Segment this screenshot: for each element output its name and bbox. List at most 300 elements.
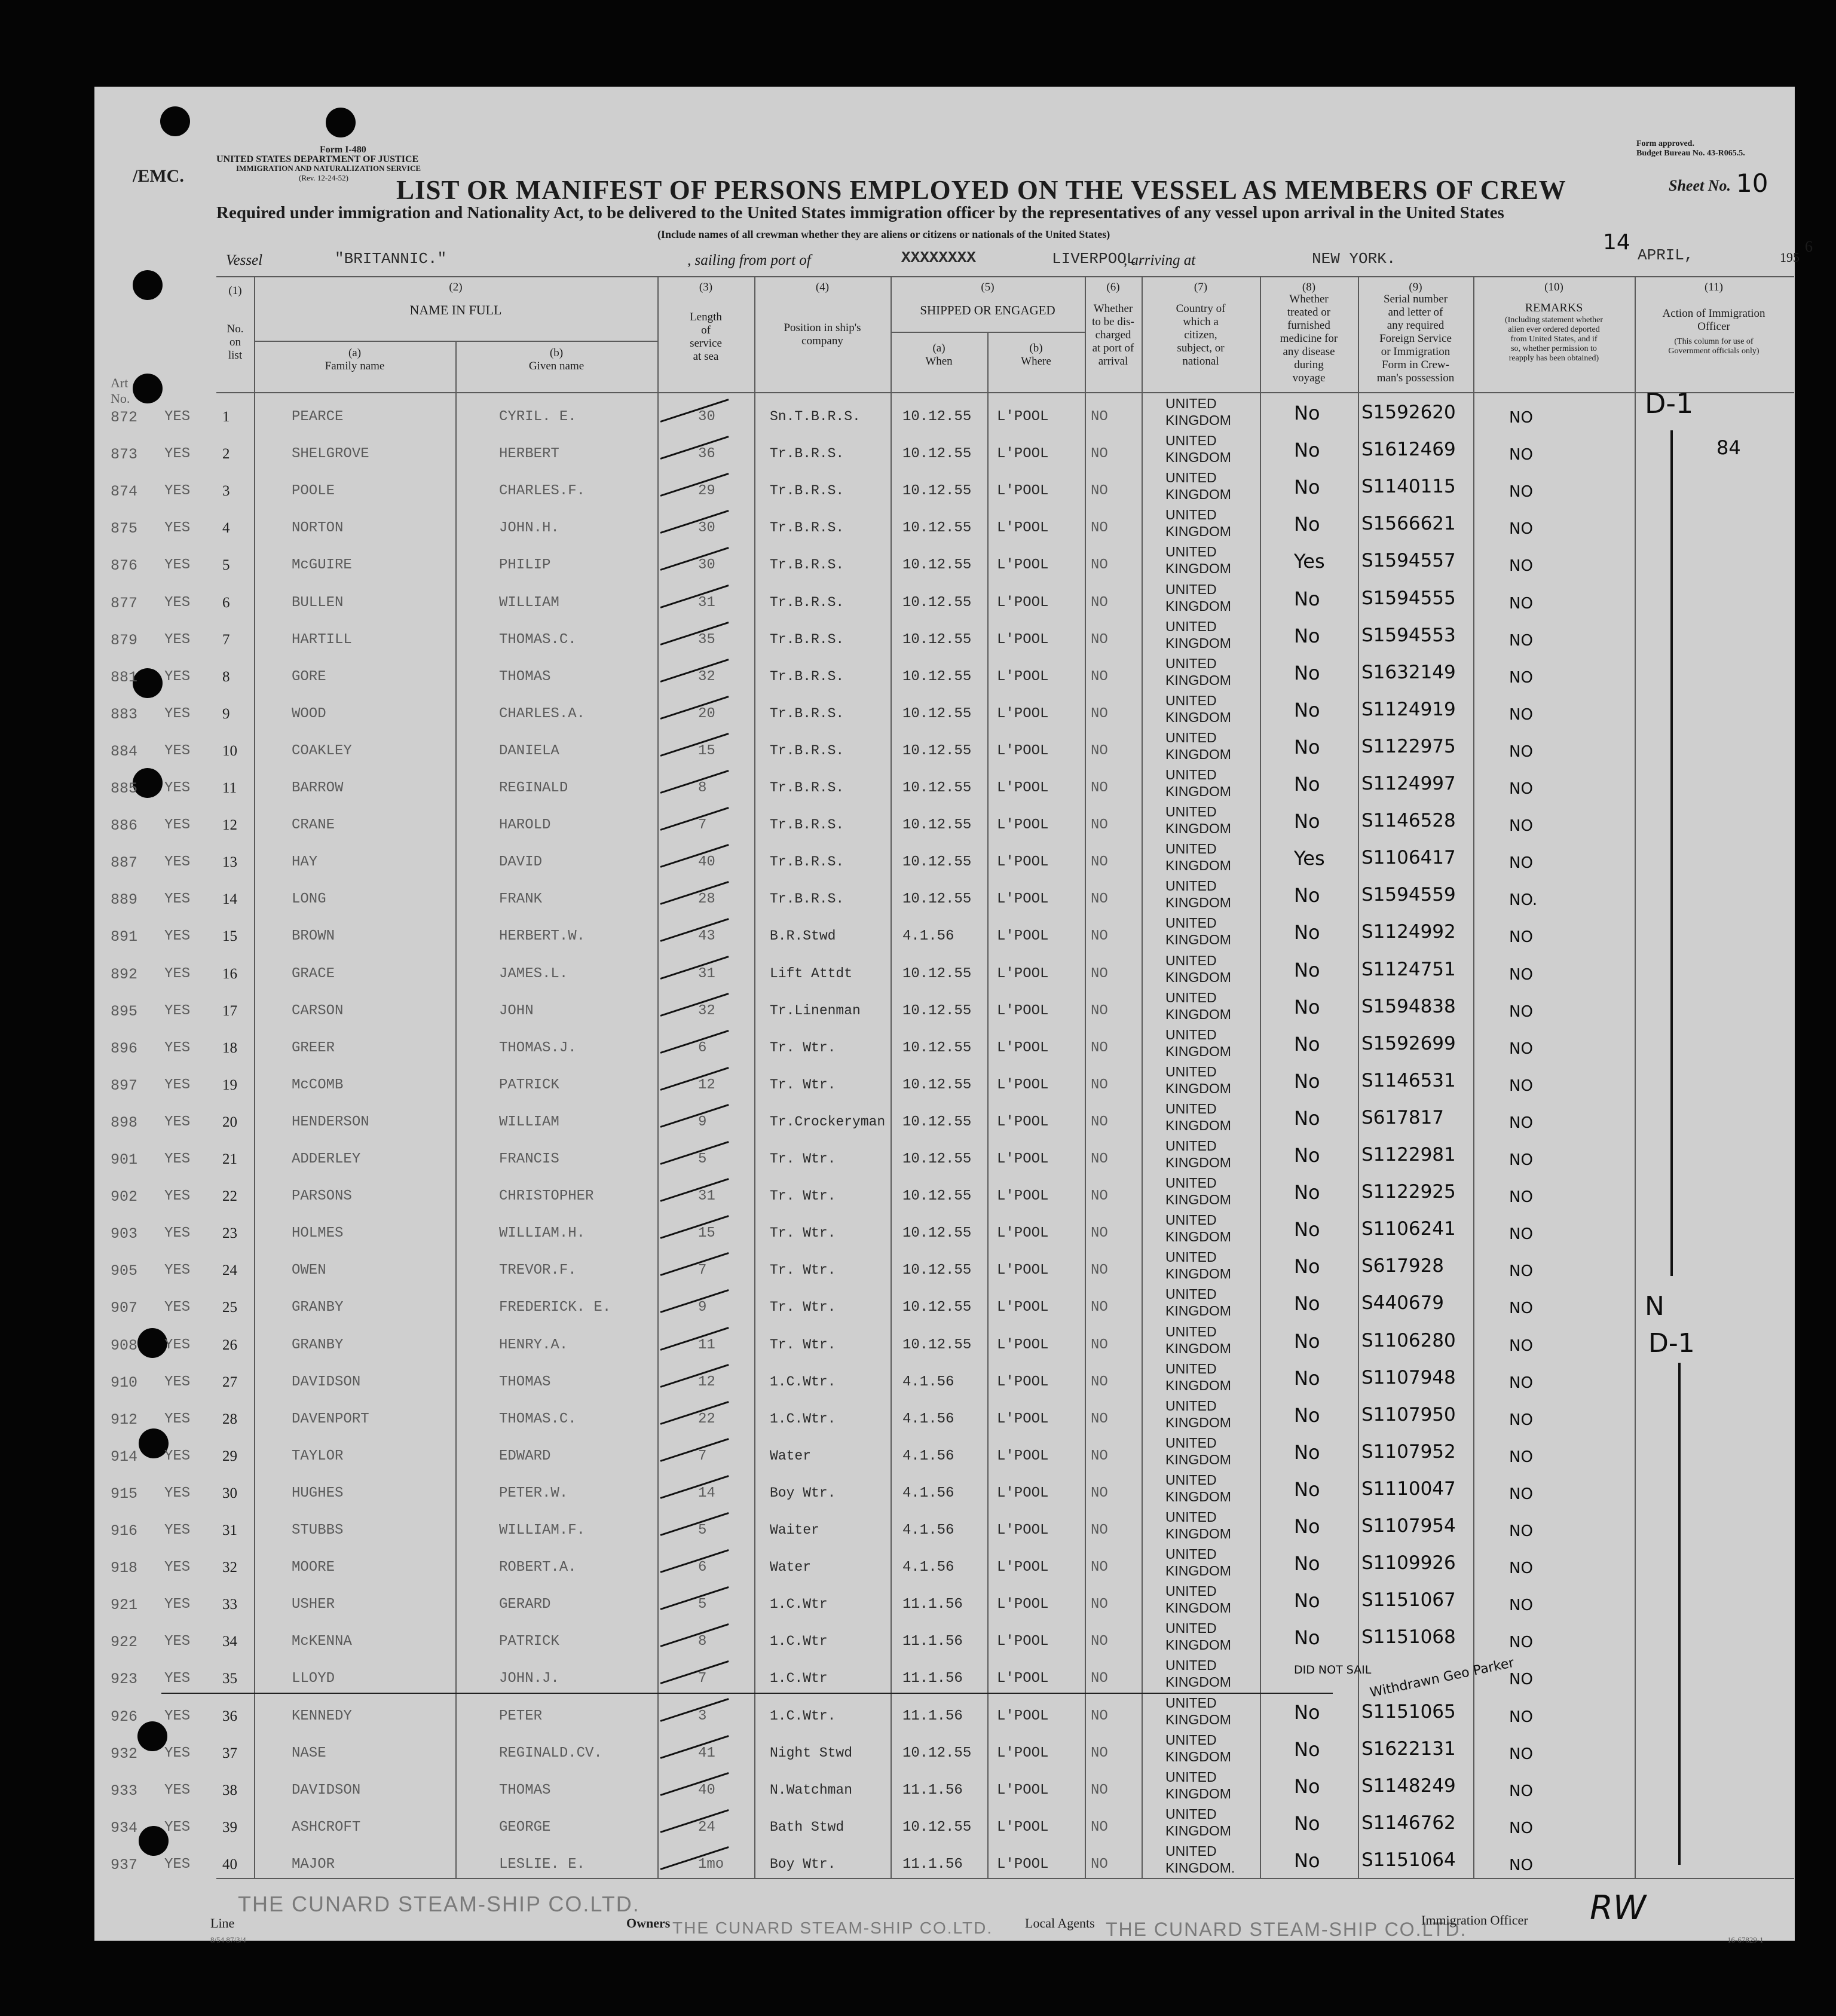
row-service-length: 30 bbox=[698, 520, 715, 537]
row-given-name: LESLIE. E. bbox=[499, 1856, 586, 1873]
row-country-line1: UNITED bbox=[1165, 470, 1217, 486]
check-mark bbox=[660, 1364, 729, 1388]
row-family-name: DAVIDSON bbox=[292, 1782, 361, 1798]
row-country-line1: UNITED bbox=[1165, 804, 1217, 820]
row-position: Sn.T.B.R.S. bbox=[770, 409, 861, 424]
row-position: 1.C.Wtr. bbox=[770, 1411, 836, 1427]
row-serial: S1151064 bbox=[1361, 1849, 1456, 1871]
col5b-header: (b) Where bbox=[1021, 342, 1051, 368]
table-row bbox=[0, 952, 1836, 989]
row-shipped-where: L'POOL bbox=[997, 631, 1049, 648]
table-row bbox=[0, 729, 1836, 766]
row-list-no: 26 bbox=[222, 1336, 237, 1353]
row-medicine: No bbox=[1294, 476, 1320, 499]
row-shipped-where: L'POOL bbox=[997, 1151, 1049, 1167]
col4-header: Position in ship's company bbox=[784, 322, 861, 347]
row-remarks: NO bbox=[1509, 483, 1533, 501]
arrival-year: 195 bbox=[1780, 250, 1800, 265]
action-d1-top: D-1 bbox=[1645, 387, 1694, 420]
row-country-line1: UNITED bbox=[1165, 544, 1217, 560]
row-serial: S1151068 bbox=[1361, 1626, 1456, 1648]
row-discharged: NO bbox=[1091, 409, 1108, 425]
row-discharged: NO bbox=[1091, 1002, 1108, 1019]
row-medicine: No bbox=[1294, 1255, 1320, 1278]
row-family-name: USHER bbox=[292, 1596, 335, 1613]
row-service-length: 30 bbox=[698, 409, 715, 425]
check-mark bbox=[660, 1326, 729, 1350]
row-list-no: 16 bbox=[222, 965, 237, 982]
footer-print-code: 8/54 87/3/4 bbox=[210, 1935, 246, 1944]
row-family-name: TAYLOR bbox=[292, 1448, 344, 1464]
row-position: Tr.B.R.S. bbox=[770, 854, 844, 870]
row-serial: S1594838 bbox=[1361, 995, 1456, 1017]
agents-stamp: THE CUNARD STEAM-SHIP CO.LTD. bbox=[1106, 1919, 1467, 1940]
row-list-no: 39 bbox=[222, 1819, 237, 1835]
row-serial: S1106241 bbox=[1361, 1218, 1456, 1240]
row-shipped-where: L'POOL bbox=[997, 668, 1049, 685]
table-row bbox=[0, 1100, 1836, 1137]
row-serial: S1124919 bbox=[1361, 698, 1456, 720]
table-row bbox=[0, 1323, 1836, 1360]
row-position: Tr.B.R.S. bbox=[770, 891, 844, 907]
row-shipped-where: L'POOL bbox=[997, 1002, 1049, 1019]
row-country-line2: KINGDOM bbox=[1165, 1006, 1231, 1022]
row-given-name: TREVOR.F. bbox=[499, 1262, 577, 1279]
col10-header: REMARKS bbox=[1525, 301, 1583, 314]
row-art-no: 879 bbox=[111, 631, 138, 649]
row-discharged: NO bbox=[1091, 742, 1108, 759]
row-family-name: HAY bbox=[292, 854, 318, 871]
row-shipped-when: 10.12.55 bbox=[902, 1299, 972, 1316]
row-remarks: NO bbox=[1509, 1411, 1533, 1429]
row-position: Bath Stwd bbox=[770, 1819, 844, 1835]
row-service-length: 31 bbox=[698, 1188, 715, 1205]
row-shipped-when: 4.1.56 bbox=[902, 928, 954, 945]
row-art-no: 872 bbox=[111, 409, 138, 426]
col6-header: Whether to be dis- charged at port of arrival bbox=[1092, 302, 1134, 368]
row-given-name: JOHN.J. bbox=[499, 1671, 559, 1687]
row-position: Waiter bbox=[770, 1522, 819, 1538]
row-country-line2: KINGDOM bbox=[1165, 895, 1231, 911]
row-country-line1: UNITED bbox=[1165, 989, 1217, 1005]
row-position: Boy Wtr. bbox=[770, 1485, 836, 1501]
row-shipped-when: 10.12.55 bbox=[902, 780, 972, 796]
row-position: 1.C.Wtr bbox=[770, 1671, 828, 1687]
row-art-no: 933 bbox=[111, 1782, 138, 1800]
check-mark bbox=[660, 584, 729, 608]
row-list-no: 25 bbox=[222, 1299, 237, 1316]
row-given-name: REGINALD bbox=[499, 780, 568, 796]
row-country-line2: KINGDOM bbox=[1165, 746, 1231, 762]
row-shipped-where: L'POOL bbox=[997, 780, 1049, 796]
row-serial: S1146528 bbox=[1361, 810, 1456, 832]
row-country-line1: UNITED bbox=[1165, 1360, 1217, 1376]
check-mark bbox=[660, 844, 729, 871]
row-discharged: NO bbox=[1091, 1708, 1108, 1724]
row-country-line2: KINGDOM bbox=[1165, 1043, 1231, 1059]
row-yes: YES bbox=[164, 1336, 191, 1353]
row-yes: YES bbox=[164, 1039, 191, 1056]
row-country-line2: KINGDOM bbox=[1165, 1229, 1231, 1245]
row-shipped-where: L'POOL bbox=[997, 483, 1049, 500]
col5a-header: (a) When bbox=[925, 342, 953, 368]
row-position: Tr.B.R.S. bbox=[770, 705, 844, 721]
row-position: Tr.B.R.S. bbox=[770, 817, 844, 833]
row-service-length: 7 bbox=[698, 1448, 707, 1464]
row-shipped-when: 10.12.55 bbox=[902, 446, 972, 463]
col11-number: (11) bbox=[1705, 281, 1723, 293]
row-country-line1: UNITED bbox=[1165, 433, 1217, 449]
check-mark bbox=[660, 1252, 729, 1279]
row-discharged: NO bbox=[1091, 1819, 1108, 1835]
department: UNITED STATES DEPARTMENT OF JUSTICE bbox=[216, 154, 419, 164]
row-position: Tr. Wtr. bbox=[770, 1262, 836, 1278]
vessel-label: Vessel bbox=[226, 252, 263, 268]
row-service-length: 36 bbox=[698, 446, 715, 463]
row-serial: S1122981 bbox=[1361, 1144, 1456, 1165]
row-list-no: 12 bbox=[222, 817, 237, 834]
row-art-no: 916 bbox=[111, 1522, 138, 1540]
revision: (Rev. 12-24-52) bbox=[299, 173, 348, 182]
row-given-name: DANIELA bbox=[499, 742, 559, 759]
row-shipped-when: 4.1.56 bbox=[902, 1485, 954, 1501]
row-shipped-where: L'POOL bbox=[997, 1039, 1049, 1056]
row-service-length: 7 bbox=[698, 817, 707, 834]
check-mark bbox=[660, 696, 729, 720]
row-serial: S1594559 bbox=[1361, 884, 1456, 906]
row-position: Tr.B.R.S. bbox=[770, 446, 844, 462]
row-country-line2: KINGDOM bbox=[1165, 1266, 1231, 1282]
row-country-line1: UNITED bbox=[1165, 878, 1217, 894]
row-remarks: NO bbox=[1509, 1559, 1533, 1578]
table-row bbox=[0, 394, 1836, 432]
row-shipped-when: 10.12.55 bbox=[902, 742, 972, 759]
row-shipped-when: 10.12.55 bbox=[902, 1039, 972, 1056]
table-row bbox=[0, 877, 1836, 914]
row-shipped-where: L'POOL bbox=[997, 1782, 1049, 1798]
check-mark bbox=[660, 1549, 729, 1573]
row-country-line2: KINGDOM bbox=[1165, 672, 1231, 688]
table-row bbox=[0, 1582, 1836, 1619]
row-family-name: WOOD bbox=[292, 705, 326, 722]
table-row bbox=[0, 1656, 1836, 1693]
row-remarks: NO bbox=[1509, 1596, 1533, 1615]
row-discharged: NO bbox=[1091, 1745, 1108, 1761]
row-shipped-where: L'POOL bbox=[997, 1485, 1049, 1501]
row-country-line1: UNITED bbox=[1165, 655, 1217, 671]
row-shipped-where: L'POOL bbox=[997, 446, 1049, 463]
row-yes: YES bbox=[164, 594, 191, 611]
table-row bbox=[0, 914, 1836, 951]
check-mark bbox=[660, 436, 729, 463]
row-shipped-where: L'POOL bbox=[997, 1633, 1049, 1650]
row-family-name: GREER bbox=[292, 1039, 335, 1056]
row-list-no: 9 bbox=[222, 705, 230, 722]
row-yes: YES bbox=[164, 520, 191, 537]
row-shipped-where: L'POOL bbox=[997, 1671, 1049, 1687]
table-row bbox=[0, 840, 1836, 877]
row-discharged: NO bbox=[1091, 1522, 1108, 1538]
row-service-length: 3 bbox=[698, 1708, 707, 1724]
row-position: Night Stwd bbox=[770, 1745, 853, 1761]
row-country-line1: UNITED bbox=[1165, 1063, 1217, 1079]
row-yes: YES bbox=[164, 1448, 191, 1464]
row-art-no: 896 bbox=[111, 1039, 138, 1057]
row-position: Tr. Wtr. bbox=[770, 1151, 836, 1167]
row-country-line1: UNITED bbox=[1165, 1694, 1217, 1711]
row-list-no: 10 bbox=[222, 742, 237, 759]
row-yes: YES bbox=[164, 965, 191, 982]
row-medicine: No bbox=[1294, 1700, 1320, 1724]
row-discharged: NO bbox=[1091, 1559, 1108, 1576]
col2-header: NAME IN FULL bbox=[409, 302, 502, 317]
header-bottom-rule bbox=[216, 392, 1794, 393]
service: IMMIGRATION AND NATURALIZATION SERVICE bbox=[236, 164, 421, 173]
row-family-name: CRANE bbox=[292, 817, 335, 834]
table-row bbox=[0, 1397, 1836, 1434]
row-yes: YES bbox=[164, 483, 191, 500]
row-position: 1.C.Wtr. bbox=[770, 1708, 836, 1724]
row-medicine: No bbox=[1294, 921, 1320, 944]
row-medicine: No bbox=[1294, 402, 1320, 424]
row-art-no: 922 bbox=[111, 1633, 138, 1651]
row-family-name: BROWN bbox=[292, 928, 335, 945]
row-list-no: 21 bbox=[222, 1151, 237, 1167]
row-serial: S1594553 bbox=[1361, 624, 1456, 646]
row-given-name: PATRICK bbox=[499, 1076, 559, 1093]
row-serial: S1594555 bbox=[1361, 587, 1456, 609]
row-country-line1: UNITED bbox=[1165, 1509, 1217, 1525]
row-shipped-where: L'POOL bbox=[997, 705, 1049, 722]
row-yes: YES bbox=[164, 1782, 191, 1798]
row-remarks: NO bbox=[1509, 928, 1533, 947]
row-given-name: JAMES.L. bbox=[499, 965, 568, 982]
row-family-name: MOORE bbox=[292, 1559, 335, 1576]
row-shipped-when: 10.12.55 bbox=[902, 1225, 972, 1242]
row-given-name: THOMAS bbox=[499, 1782, 551, 1798]
row-country-line2: KINGDOM bbox=[1165, 969, 1231, 985]
row-art-no: 875 bbox=[111, 520, 138, 538]
row-list-no: 33 bbox=[222, 1596, 237, 1613]
row-service-length: 40 bbox=[698, 854, 715, 871]
row-remarks: NO bbox=[1509, 1745, 1533, 1763]
row-country-line1: UNITED bbox=[1165, 396, 1217, 411]
row-country-line2: KINGDOM bbox=[1165, 709, 1231, 725]
row-family-name: HARTILL bbox=[292, 631, 352, 648]
row-art-no: 910 bbox=[111, 1373, 138, 1391]
row-country-line2: KINGDOM bbox=[1165, 1192, 1231, 1208]
row-service-length: 20 bbox=[698, 705, 715, 722]
row-serial: S1146531 bbox=[1361, 1069, 1456, 1091]
check-mark bbox=[660, 993, 729, 1017]
row-yes: YES bbox=[164, 742, 191, 759]
row-medicine: No bbox=[1294, 513, 1320, 536]
row-medicine: No bbox=[1294, 1477, 1320, 1501]
check-mark bbox=[660, 1141, 729, 1165]
row-medicine: No bbox=[1294, 1812, 1320, 1835]
row-country-line2: KINGDOM bbox=[1165, 1526, 1231, 1541]
row-yes: YES bbox=[164, 928, 191, 945]
row-yes: YES bbox=[164, 1671, 191, 1687]
row-medicine: No bbox=[1294, 1181, 1320, 1204]
row-list-no: 34 bbox=[222, 1633, 237, 1650]
row-list-no: 2 bbox=[222, 446, 230, 463]
row-yes: YES bbox=[164, 668, 191, 685]
row-serial: S1140115 bbox=[1361, 476, 1456, 498]
row-family-name: HUGHES bbox=[292, 1485, 344, 1501]
col11-header: Action of Immigration Officer bbox=[1662, 307, 1765, 333]
table-row bbox=[0, 1174, 1836, 1211]
row-service-length: 12 bbox=[698, 1076, 715, 1093]
row-discharged: NO bbox=[1091, 891, 1108, 908]
form-subtitle: Required under immigration and Nationality Act, to be delivered to the United States immigration officer by the representatives of any vessel upon arrival in the United States bbox=[216, 203, 1504, 222]
row-art-no: 912 bbox=[111, 1411, 138, 1428]
row-position: Tr.B.R.S. bbox=[770, 594, 844, 610]
row-country-line1: UNITED bbox=[1165, 1620, 1217, 1636]
row-country-line2: KINGDOM bbox=[1165, 1822, 1231, 1838]
row-list-no: 36 bbox=[222, 1708, 237, 1724]
row-country-line2: KINGDOM bbox=[1165, 1303, 1231, 1319]
row-yes: YES bbox=[164, 1522, 191, 1538]
row-remarks: NO bbox=[1509, 1856, 1533, 1874]
row-art-no: 915 bbox=[111, 1485, 138, 1503]
sailing-label: , sailing from port of bbox=[687, 252, 811, 268]
row-shipped-when: 10.12.55 bbox=[902, 1745, 972, 1761]
form-number: Form I-480 bbox=[320, 145, 366, 155]
table-row bbox=[0, 1842, 1836, 1879]
row-country-line1: UNITED bbox=[1165, 581, 1217, 597]
row-shipped-where: L'POOL bbox=[997, 1819, 1049, 1835]
row-family-name: SHELGROVE bbox=[292, 446, 369, 463]
row-remarks: NO bbox=[1509, 1782, 1533, 1800]
row-remarks: NO bbox=[1509, 1188, 1533, 1207]
row-position: Tr.B.R.S. bbox=[770, 483, 844, 499]
row-position: Boy Wtr. bbox=[770, 1856, 836, 1872]
row-medicine: No bbox=[1294, 661, 1320, 684]
col6-number: (6) bbox=[1106, 281, 1120, 293]
row-medicine: DID NOT SAIL bbox=[1294, 1663, 1372, 1677]
table-row bbox=[0, 1471, 1836, 1508]
row-discharged: NO bbox=[1091, 1671, 1108, 1687]
row-given-name: WILLIAM bbox=[499, 1113, 559, 1130]
row-medicine: Yes bbox=[1294, 847, 1325, 870]
row-service-length: 1mo bbox=[698, 1856, 724, 1873]
row-shipped-where: L'POOL bbox=[997, 557, 1049, 574]
row-yes: YES bbox=[164, 1708, 191, 1724]
row-serial: S1122975 bbox=[1361, 735, 1456, 757]
row-service-length: 6 bbox=[698, 1039, 707, 1056]
row-art-no: 877 bbox=[111, 594, 138, 612]
row-medicine: No bbox=[1294, 1403, 1320, 1427]
row-country-line1: UNITED bbox=[1165, 952, 1217, 968]
row-art-no: 918 bbox=[111, 1559, 138, 1577]
arriving-label: , arriving at bbox=[1124, 252, 1196, 268]
row-country-line1: UNITED bbox=[1165, 1212, 1217, 1228]
row-remarks: NO bbox=[1509, 668, 1533, 687]
row-country-line2: KINGDOM bbox=[1165, 821, 1231, 837]
row-country-line2: KINGDOM bbox=[1165, 449, 1231, 466]
row-shipped-where: L'POOL bbox=[997, 891, 1049, 908]
table-row bbox=[0, 1137, 1836, 1174]
row-medicine: No bbox=[1294, 439, 1320, 462]
row-family-name: PEARCE bbox=[292, 409, 344, 425]
row-shipped-when: 4.1.56 bbox=[902, 1448, 954, 1464]
row-given-name: HERBERT.W. bbox=[499, 928, 586, 945]
row-discharged: NO bbox=[1091, 1782, 1108, 1798]
col4-number: (4) bbox=[815, 281, 830, 293]
row-medicine: No bbox=[1294, 698, 1320, 721]
row-given-name: THOMAS.C. bbox=[499, 631, 577, 648]
row-country-line1: UNITED bbox=[1165, 1434, 1217, 1451]
row-position: Lift Attdt bbox=[770, 965, 853, 981]
row-service-length: 15 bbox=[698, 1225, 715, 1242]
row-shipped-when: 10.12.55 bbox=[902, 1336, 972, 1353]
row-shipped-when: 10.12.55 bbox=[902, 1819, 972, 1835]
table-row bbox=[0, 1545, 1836, 1582]
row-yes: YES bbox=[164, 409, 191, 425]
col3-number: (3) bbox=[699, 281, 713, 293]
row-country-line2: KINGDOM bbox=[1165, 1451, 1231, 1467]
row-medicine: No bbox=[1294, 1775, 1320, 1798]
row-service-length: 24 bbox=[698, 1819, 715, 1835]
row-discharged: NO bbox=[1091, 520, 1108, 537]
row-yes: YES bbox=[164, 705, 191, 722]
row-family-name: KENNEDY bbox=[292, 1708, 352, 1724]
row-shipped-when: 11.1.56 bbox=[902, 1782, 963, 1798]
row-serial: S1122925 bbox=[1361, 1181, 1456, 1203]
row-serial: S1592699 bbox=[1361, 1032, 1456, 1054]
row-given-name: FRANCIS bbox=[499, 1151, 559, 1167]
row-discharged: NO bbox=[1091, 817, 1108, 834]
row-shipped-where: L'POOL bbox=[997, 594, 1049, 611]
row-service-length: 31 bbox=[698, 594, 715, 611]
row-art-no: 934 bbox=[111, 1819, 138, 1837]
row-country-line2: KINGDOM bbox=[1165, 1488, 1231, 1504]
row-remarks: NO bbox=[1509, 1151, 1533, 1169]
row-remarks: NO bbox=[1509, 1039, 1533, 1058]
row-service-length: 9 bbox=[698, 1113, 707, 1130]
row-shipped-where: L'POOL bbox=[997, 1225, 1049, 1242]
row-list-no: 35 bbox=[222, 1671, 237, 1687]
row-country-line1: UNITED bbox=[1165, 1397, 1217, 1414]
row-shipped-when: 11.1.56 bbox=[902, 1856, 963, 1873]
row-country-line2: KINGDOM bbox=[1165, 412, 1231, 428]
col5-header: SHIPPED OR ENGAGED bbox=[920, 303, 1055, 317]
row-country-line1: UNITED bbox=[1165, 1026, 1217, 1042]
row-art-no: 908 bbox=[111, 1336, 138, 1354]
check-mark bbox=[660, 1178, 729, 1205]
col7-header: Country of which a citizen, subject, or national bbox=[1176, 302, 1226, 368]
row-family-name: STUBBS bbox=[292, 1522, 344, 1538]
row-serial: S440679 bbox=[1361, 1292, 1445, 1314]
row-yes: YES bbox=[164, 1596, 191, 1613]
row-position: B.R.Stwd bbox=[770, 928, 836, 944]
row-country-line2: KINGDOM bbox=[1165, 784, 1231, 799]
margin-code: /EMC. bbox=[133, 166, 184, 186]
row-given-name: CHRISTOPHER bbox=[499, 1188, 594, 1205]
row-shipped-where: L'POOL bbox=[997, 928, 1049, 945]
row-service-length: 43 bbox=[698, 928, 715, 945]
row-position: Tr. Wtr. bbox=[770, 1336, 836, 1353]
row-shipped-when: 4.1.56 bbox=[902, 1411, 954, 1427]
row-family-name: GRANBY bbox=[292, 1336, 344, 1353]
row-shipped-when: 10.12.55 bbox=[902, 631, 972, 648]
row-family-name: McCOMB bbox=[292, 1076, 344, 1093]
row-shipped-where: L'POOL bbox=[997, 1745, 1049, 1761]
row-serial: S1594557 bbox=[1361, 550, 1456, 572]
row-yes: YES bbox=[164, 1633, 191, 1650]
row-given-name: CHARLES.A. bbox=[499, 705, 586, 722]
